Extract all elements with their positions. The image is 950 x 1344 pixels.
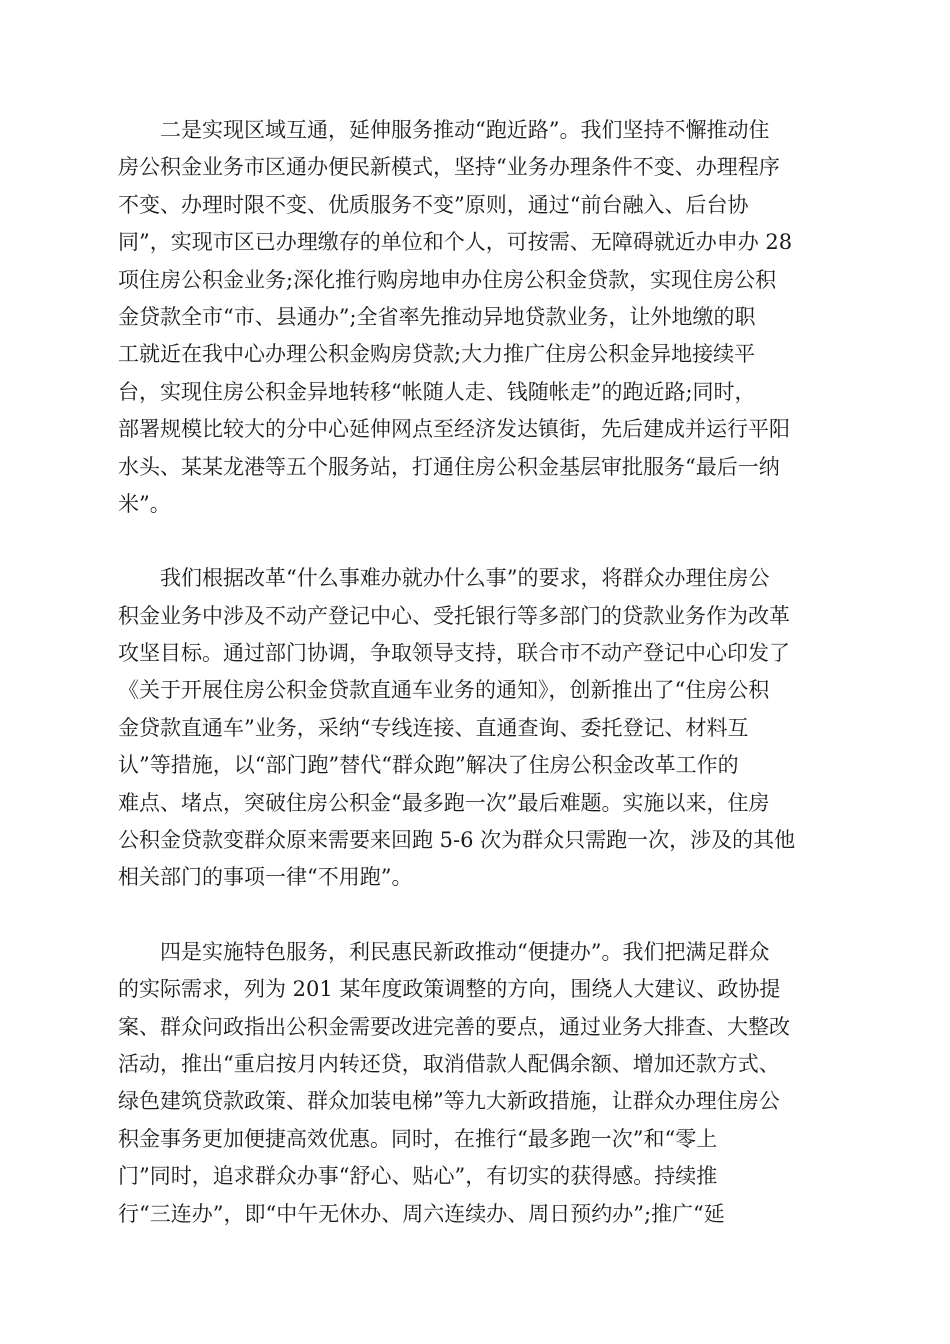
paragraph-loan-express <box>118 560 832 897</box>
text-line: 部署规模比较大的分中心延伸网点至经济发达镇街，先后建成并运行平阳 <box>118 417 790 442</box>
text-line: 认”等措施，以“部门跑”替代“群众跑”解决了住房公积金改革工作的 <box>118 753 739 778</box>
paragraph-special-services <box>118 934 832 1233</box>
text-line: 难点、堵点，突破住房公积金“最多跑一次”最后难题。实施以来，住房 <box>118 790 770 815</box>
text-line: 行“三连办”，即“中午无休办、周六连续办、周日预约办”;推广“延 <box>118 1201 725 1226</box>
text-line: 金贷款全市“市、县通办”;全省率先推动异地贷款业务，让外地缴的职 <box>118 304 756 329</box>
text-line: 二是实现区域互通，延伸服务推动“跑近路”。我们坚持不懈推动住 <box>118 118 770 142</box>
text-line: 门”同时，追求群众办事“舒心、贴心”，有切实的获得感。持续推 <box>118 1164 718 1189</box>
text-line: 公积金贷款变群众原来需要来回跑 5-6 次为群众只需跑一次，涉及的其他 <box>118 828 796 853</box>
text-line: 的实际需求，列为 201 某年度政策调整的方向，围绕人大建议、政协提 <box>118 977 781 1002</box>
text-line: 米”。 <box>118 491 171 516</box>
text-line: 积金业务中涉及不动产登记中心、受托银行等多部门的贷款业务作为改革 <box>118 603 790 628</box>
text-line: 不变、办理时限不变、优质服务不变”原则，通过“前台融入、后台协 <box>118 192 749 217</box>
text-line: 台，实现住房公积金异地转移“帐随人走、钱随帐走”的跑近路;同时， <box>118 379 756 404</box>
text-line: 同”，实现市区已办理缴存的单位和个人，可按需、无障碍就近办申办 28 <box>118 230 793 255</box>
text-line: 房公积金业务市区通办便民新模式，坚持“业务办理条件不变、办理程序 <box>118 155 780 180</box>
text-line: 项住房公积金业务;深化推行购房地申办住房公积金贷款，实现住房公积 <box>118 267 777 292</box>
text-line: 攻坚目标。通过部门协调，争取领导支持，联合市不动产登记中心印发了 <box>118 641 790 666</box>
text-line: 《关于开展住房公积金贷款直通车业务的通知》，创新推出了“住房公积 <box>118 678 770 703</box>
text-line: 金贷款直通车”业务，采纳“专线连接、直通查询、委托登记、材料互 <box>118 715 749 740</box>
text-line: 活动，推出“重启按月内转还贷，取消借款人配偶余额、增加还款方式、 <box>118 1051 780 1076</box>
paragraph-regional-interoperability <box>118 112 832 523</box>
text-line: 案、群众问政指出公积金需要改进完善的要点，通过业务大排查、大整改 <box>118 1014 790 1039</box>
text-line: 水头、某某龙港等五个服务站，打通住房公积金基层审批服务“最后一纳 <box>118 454 780 479</box>
text-line: 工就近在我中心办理公积金购房贷款;大力推广住房公积金异地接续平 <box>118 342 756 367</box>
text-line: 我们根据改革“什么事难办就办什么事”的要求，将群众办理住房公 <box>118 566 770 591</box>
text-line: 四是实施特色服务，利民惠民新政推动“便捷办”。我们把满足群众 <box>118 939 770 964</box>
text-line: 相关部门的事项一律“不用跑”。 <box>118 865 413 890</box>
text-line: 积金事务更加便捷高效优惠。同时，在推行“最多跑一次”和“零上 <box>118 1126 718 1151</box>
text-line: 绿色建筑贷款政策、群众加装电梯”等九大新政措施，让群众办理住房公 <box>118 1089 780 1114</box>
document-body <box>118 112 832 1233</box>
